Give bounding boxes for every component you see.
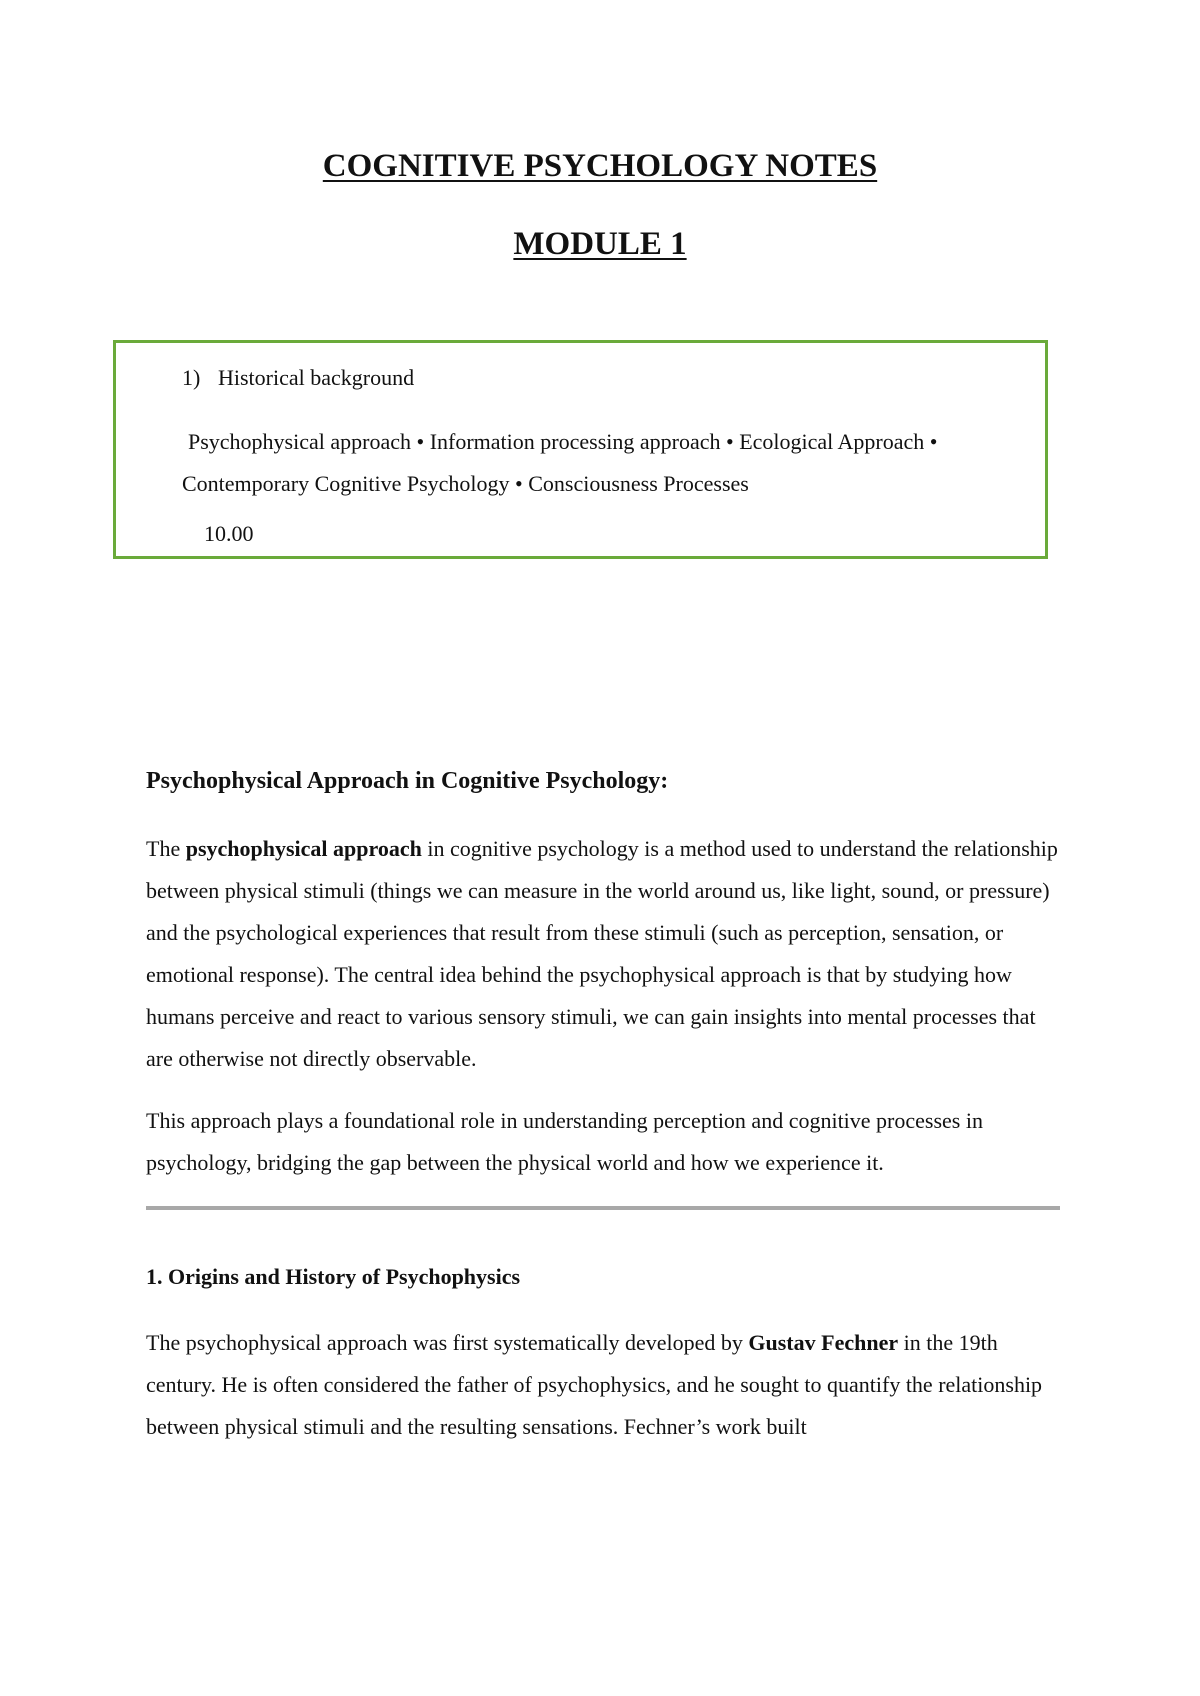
summary-paragraph: This approach plays a foundational role in understanding perception and cognitive processes in psychology, bridging the gap between the physical world and how we experience it. <box>146 1108 983 1175</box>
section-heading: Psychophysical Approach in Cognitive Psychology: <box>146 768 669 794</box>
origins-paragraph <box>146 1322 1058 1448</box>
syllabus-topics: Psychophysical approach • Information processing approach • Ecological Approach • Contemporary Cognitive Psychology • Consciousness Processes <box>182 429 938 496</box>
document-title: COGNITIVE PSYCHOLOGY NOTES <box>322 148 878 184</box>
module-title: MODULE 1 <box>513 226 687 262</box>
syllabus-hours: 10.00 <box>204 521 254 546</box>
main-content <box>146 760 1058 1468</box>
subsection-heading: 1. Origins and History of Psychophysics <box>146 1264 521 1289</box>
syllabus-box <box>113 340 1048 559</box>
section-divider <box>146 1206 1060 1210</box>
intro-lead-text: The <box>146 836 186 861</box>
intro-paragraph <box>146 828 1058 1080</box>
intro-bold-term: psychophysical approach <box>185 836 422 861</box>
origins-lead-text: The psychophysical approach was first systematically developed by <box>146 1330 749 1355</box>
syllabus-item <box>182 365 414 391</box>
intro-body-text: in cognitive psychology is a method used to understand the relationship between physical stimuli (things we can measure in the world around us, like light, sound, or pressure) and the psychological experiences that result from these stimuli (such as perception, sensation, or emotional response). The central idea behind the psychophysical approach is that by studying how humans perceive and react to various sensory stimuli, we can gain insights into mental processes that are otherwise not directly observable. <box>146 836 1058 1071</box>
syllabus-item-number: 1) <box>182 365 201 390</box>
origins-bold-name: Gustav Fechner <box>748 1330 899 1355</box>
origins-body-text: in the 19th century. He is often considered the father of psychophysics, and he sought to quantify the relationship between physical stimuli and the resulting sensations. Fechner’s work built <box>146 1330 1043 1439</box>
syllabus-item-title: Historical background <box>218 365 415 390</box>
